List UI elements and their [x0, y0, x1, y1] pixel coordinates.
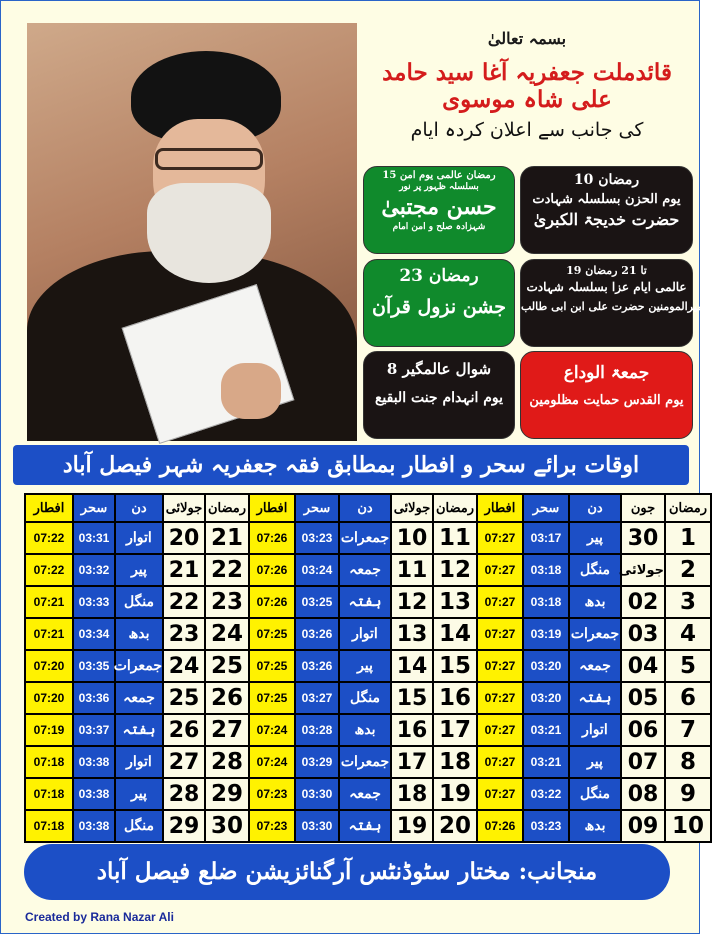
weekday-cell: منگل — [115, 810, 163, 842]
box-line: شہزادہ صلح و امن امام — [392, 222, 486, 232]
sehri-time-cell: 03:36 — [73, 682, 115, 714]
gregorian-date-cell: 18 — [391, 778, 433, 810]
gregorian-date-cell: 28 — [163, 778, 205, 810]
quran-descent-box — [363, 259, 515, 347]
gregorian-date-cell: 11 — [391, 554, 433, 586]
ramadan-day-cell: 30 — [205, 810, 249, 842]
gregorian-date-cell: 25 — [163, 682, 205, 714]
iftar-time-cell: 07:26 — [249, 522, 295, 554]
weekday-cell: جمعہ — [339, 554, 391, 586]
ramadan-day-cell: 16 — [433, 682, 477, 714]
box-date: جمعۃ الوداع — [563, 363, 650, 383]
sehri-time-cell: 03:35 — [73, 650, 115, 682]
sehri-time-cell: 03:30 — [295, 778, 339, 810]
ramadan-day-cell: 28 — [205, 746, 249, 778]
table-row — [25, 778, 711, 810]
sehri-time-cell: 03:37 — [73, 714, 115, 746]
box-date: 19 تا 21 رمضان — [566, 264, 647, 277]
bismillah-text: بسمہ تعالیٰ — [487, 29, 567, 48]
table-row — [25, 682, 711, 714]
gregorian-date-cell: 29 — [163, 810, 205, 842]
col-header: افطار — [249, 494, 295, 522]
gregorian-date-cell: 15 — [391, 682, 433, 714]
gregorian-date-cell: 09 — [621, 810, 665, 842]
iftar-time-cell: 07:20 — [25, 682, 73, 714]
gregorian-date-cell: 27 — [163, 746, 205, 778]
iftar-time-cell: 07:23 — [249, 778, 295, 810]
sehri-time-cell: 03:18 — [523, 586, 569, 618]
iftar-time-cell: 07:27 — [477, 714, 523, 746]
sehri-time-cell: 03:17 — [523, 522, 569, 554]
box-line: حضرت خدیجۃ الکبریٰ — [533, 210, 680, 229]
baqi-demolition-box — [363, 351, 515, 439]
ramadan-day-cell: 25 — [205, 650, 249, 682]
sehri-time-cell: 03:34 — [73, 618, 115, 650]
sehri-time-cell: 03:19 — [523, 618, 569, 650]
gregorian-date-cell: 08 — [621, 778, 665, 810]
sehri-time-cell: 03:28 — [295, 714, 339, 746]
weekday-cell: جمعرات — [115, 650, 163, 682]
iftar-time-cell: 07:25 — [249, 618, 295, 650]
iftar-time-cell: 07:27 — [477, 650, 523, 682]
sehri-time-cell: 03:32 — [73, 554, 115, 586]
box-date: 10 رمضان — [573, 172, 640, 188]
iftar-time-cell: 07:26 — [477, 810, 523, 842]
weekday-cell: منگل — [339, 682, 391, 714]
sehri-time-cell: 03:24 — [295, 554, 339, 586]
sehri-time-cell: 03:21 — [523, 746, 569, 778]
gregorian-date-cell: جولائی — [621, 554, 665, 586]
iftar-time-cell: 07:18 — [25, 810, 73, 842]
gregorian-date-cell: 13 — [391, 618, 433, 650]
col-header: افطار — [477, 494, 523, 522]
credit-text: Created by Rana Nazar Ali — [25, 910, 174, 924]
hasan-mujtaba-box — [363, 166, 515, 254]
ramadan-day-cell: 5 — [665, 650, 711, 682]
col-header: دن — [339, 494, 391, 522]
sehri-time-cell: 03:30 — [295, 810, 339, 842]
ramadan-day-cell: 24 — [205, 618, 249, 650]
iftar-time-cell: 07:27 — [477, 522, 523, 554]
gregorian-date-cell: 02 — [621, 586, 665, 618]
iftar-time-cell: 07:24 — [249, 746, 295, 778]
weekday-cell: اتوار — [115, 746, 163, 778]
gregorian-date-cell: 06 — [621, 714, 665, 746]
table-row — [25, 618, 711, 650]
weekday-cell: منگل — [569, 554, 621, 586]
box-line: عالمی ایام عزا بسلسلہ شہادت — [526, 280, 687, 294]
iftar-time-cell: 07:18 — [25, 746, 73, 778]
sehri-time-cell: 03:20 — [523, 682, 569, 714]
gregorian-date-cell: 05 — [621, 682, 665, 714]
box-line: حسن مجتبیٰ — [381, 194, 497, 220]
gregorian-date-cell: 30 — [621, 522, 665, 554]
weekday-cell: جمعہ — [339, 778, 391, 810]
box-date: 23 رمضان — [399, 266, 479, 286]
table-row — [25, 554, 711, 586]
iftar-time-cell: 07:27 — [477, 554, 523, 586]
gregorian-date-cell: 19 — [391, 810, 433, 842]
col-header: سحر — [295, 494, 339, 522]
col-header: جولائی — [163, 494, 205, 522]
ramadan-day-cell: 12 — [433, 554, 477, 586]
table-row — [25, 746, 711, 778]
col-header: دن — [569, 494, 621, 522]
gregorian-date-cell: 03 — [621, 618, 665, 650]
weekday-cell: پیر — [115, 778, 163, 810]
leader-portrait-image — [27, 23, 357, 435]
weekday-cell: بدھ — [569, 810, 621, 842]
box-date: 8 شوال عالمگیر — [386, 360, 492, 378]
weekday-cell: ہفتہ — [569, 682, 621, 714]
ramadan-day-cell: 13 — [433, 586, 477, 618]
gregorian-date-cell: 22 — [163, 586, 205, 618]
sehri-time-cell: 03:26 — [295, 650, 339, 682]
gregorian-date-cell: 04 — [621, 650, 665, 682]
announcement-subtitle: کی جانب سے اعلان کردہ ایام — [410, 119, 644, 141]
weekday-cell: ہفتہ — [339, 586, 391, 618]
table-row — [25, 586, 711, 618]
iftar-time-cell: 07:27 — [477, 746, 523, 778]
box-line: یوم الحزن بسلسلہ شہادت — [532, 192, 681, 207]
iftar-time-cell: 07:25 — [249, 650, 295, 682]
ramadan-day-cell: 9 — [665, 778, 711, 810]
table-row — [25, 650, 711, 682]
iftar-time-cell: 07:20 — [25, 650, 73, 682]
timings-banner: اوقات برائے سحر و افطار بمطابق فقہ جعفریہ شہر فیصل آباد — [13, 445, 689, 485]
sehri-time-cell: 03:21 — [523, 714, 569, 746]
weekday-cell: بدھ — [339, 714, 391, 746]
col-header: سحر — [73, 494, 115, 522]
col-header: دن — [115, 494, 163, 522]
gregorian-date-cell: 16 — [391, 714, 433, 746]
iftar-time-cell: 07:26 — [249, 586, 295, 618]
box-line: یوم انہدام جنت البقیع — [374, 390, 504, 406]
sehri-time-cell: 03:31 — [73, 522, 115, 554]
iftar-time-cell: 07:23 — [249, 810, 295, 842]
gregorian-date-cell: 26 — [163, 714, 205, 746]
weekday-cell: ہفتہ — [115, 714, 163, 746]
ramadan-day-cell: 22 — [205, 554, 249, 586]
ramadan-day-cell: 18 — [433, 746, 477, 778]
col-header: جولائی — [391, 494, 433, 522]
sehri-time-cell: 03:18 — [523, 554, 569, 586]
ramadan-day-cell: 20 — [433, 810, 477, 842]
leader-name-title: قائدملت جعفریہ آغا سید حامد علی شاہ موسوی — [382, 59, 672, 113]
ali-martyrdom-box — [520, 259, 707, 347]
ramadan-day-cell: 19 — [433, 778, 477, 810]
iftar-time-cell: 07:22 — [25, 554, 73, 586]
iftar-time-cell: 07:21 — [25, 618, 73, 650]
weekday-cell: اتوار — [115, 522, 163, 554]
ramadan-day-cell: 7 — [665, 714, 711, 746]
ramadan-day-cell: 14 — [433, 618, 477, 650]
sehri-time-cell: 03:38 — [73, 778, 115, 810]
weekday-cell: جمعہ — [115, 682, 163, 714]
ramadan-day-cell: 4 — [665, 618, 711, 650]
ramadan-day-cell: 2 — [665, 554, 711, 586]
ramadan-day-cell: 29 — [205, 778, 249, 810]
ramadan-day-cell: 10 — [665, 810, 711, 842]
sehri-time-cell: 03:20 — [523, 650, 569, 682]
weekday-cell: جمعرات — [339, 746, 391, 778]
sehri-time-cell: 03:25 — [295, 586, 339, 618]
iftar-time-cell: 07:18 — [25, 778, 73, 810]
weekday-cell: پیر — [569, 746, 621, 778]
sehri-time-cell: 03:26 — [295, 618, 339, 650]
col-header: رمضان — [665, 494, 711, 522]
gregorian-date-cell: 24 — [163, 650, 205, 682]
col-header: رمضان — [433, 494, 477, 522]
col-header: جون — [621, 494, 665, 522]
ramadan-day-cell: 26 — [205, 682, 249, 714]
ramadan-day-cell: 17 — [433, 714, 477, 746]
weekday-cell: پیر — [569, 522, 621, 554]
iftar-time-cell: 07:27 — [477, 618, 523, 650]
gregorian-date-cell: 23 — [163, 618, 205, 650]
iftar-time-cell: 07:24 — [249, 714, 295, 746]
weekday-cell: منگل — [569, 778, 621, 810]
weekday-cell: اتوار — [339, 618, 391, 650]
gregorian-date-cell: 21 — [163, 554, 205, 586]
iftar-time-cell: 07:22 — [25, 522, 73, 554]
sehri-time-cell: 03:38 — [73, 810, 115, 842]
ramadan-day-cell: 21 — [205, 522, 249, 554]
box-line: بسلسلہ ظہور پر نور — [399, 182, 479, 192]
col-header: سحر — [523, 494, 569, 522]
sehri-time-cell: 03:27 — [295, 682, 339, 714]
ramadan-day-cell: 11 — [433, 522, 477, 554]
col-header: افطار — [25, 494, 73, 522]
organization-banner: منجانب: مختار سٹوڈنٹس آرگنائزیشن ضلع فیصل آباد — [24, 844, 670, 900]
col-header: رمضان — [205, 494, 249, 522]
iftar-time-cell: 07:27 — [477, 682, 523, 714]
iftar-time-cell: 07:21 — [25, 586, 73, 618]
iftar-time-cell: 07:25 — [249, 682, 295, 714]
gregorian-date-cell: 20 — [163, 522, 205, 554]
ramadan-day-cell: 15 — [433, 650, 477, 682]
gregorian-date-cell: 14 — [391, 650, 433, 682]
sehri-time-cell: 03:22 — [523, 778, 569, 810]
gregorian-date-cell: 12 — [391, 586, 433, 618]
weekday-cell: ہفتہ — [339, 810, 391, 842]
sehri-time-cell: 03:33 — [73, 586, 115, 618]
sehri-iftar-table — [24, 493, 712, 843]
weekday-cell: بدھ — [569, 586, 621, 618]
box-line: جشن نزول قرآن — [372, 296, 506, 318]
gregorian-date-cell: 10 — [391, 522, 433, 554]
weekday-cell: جمعرات — [339, 522, 391, 554]
iftar-time-cell: 07:26 — [249, 554, 295, 586]
weekday-cell: جمعرات — [569, 618, 621, 650]
table-header-row — [25, 494, 711, 522]
iftar-time-cell: 07:27 — [477, 586, 523, 618]
iftar-time-cell: 07:27 — [477, 778, 523, 810]
weekday-cell: جمعہ — [569, 650, 621, 682]
ramadan-day-cell: 1 — [665, 522, 711, 554]
khadija-day-box — [520, 166, 693, 254]
weekday-cell: پیر — [339, 650, 391, 682]
table-row — [25, 810, 711, 842]
sehri-time-cell: 03:23 — [523, 810, 569, 842]
ramadan-day-cell: 3 — [665, 586, 711, 618]
ramadan-day-cell: 6 — [665, 682, 711, 714]
ramadan-day-cell: 23 — [205, 586, 249, 618]
box-line: یوم القدس حمایت مظلومین — [529, 393, 684, 408]
weekday-cell: منگل — [115, 586, 163, 618]
weekday-cell: پیر — [115, 554, 163, 586]
jumatul-wida-box — [520, 351, 693, 439]
sehri-time-cell: 03:38 — [73, 746, 115, 778]
iftar-time-cell: 07:19 — [25, 714, 73, 746]
weekday-cell: اتوار — [569, 714, 621, 746]
sehri-time-cell: 03:29 — [295, 746, 339, 778]
weekday-cell: بدھ — [115, 618, 163, 650]
box-line: امیرالمومنین حضرت علی ابن ابی طالب — [521, 300, 707, 313]
ramadan-day-cell: 8 — [665, 746, 711, 778]
gregorian-date-cell: 07 — [621, 746, 665, 778]
box-date: 15 رمضان عالمی یوم امن — [382, 170, 496, 181]
ramadan-day-cell: 27 — [205, 714, 249, 746]
sehri-time-cell: 03:23 — [295, 522, 339, 554]
gregorian-date-cell: 17 — [391, 746, 433, 778]
table-row — [25, 522, 711, 554]
table-row — [25, 714, 711, 746]
